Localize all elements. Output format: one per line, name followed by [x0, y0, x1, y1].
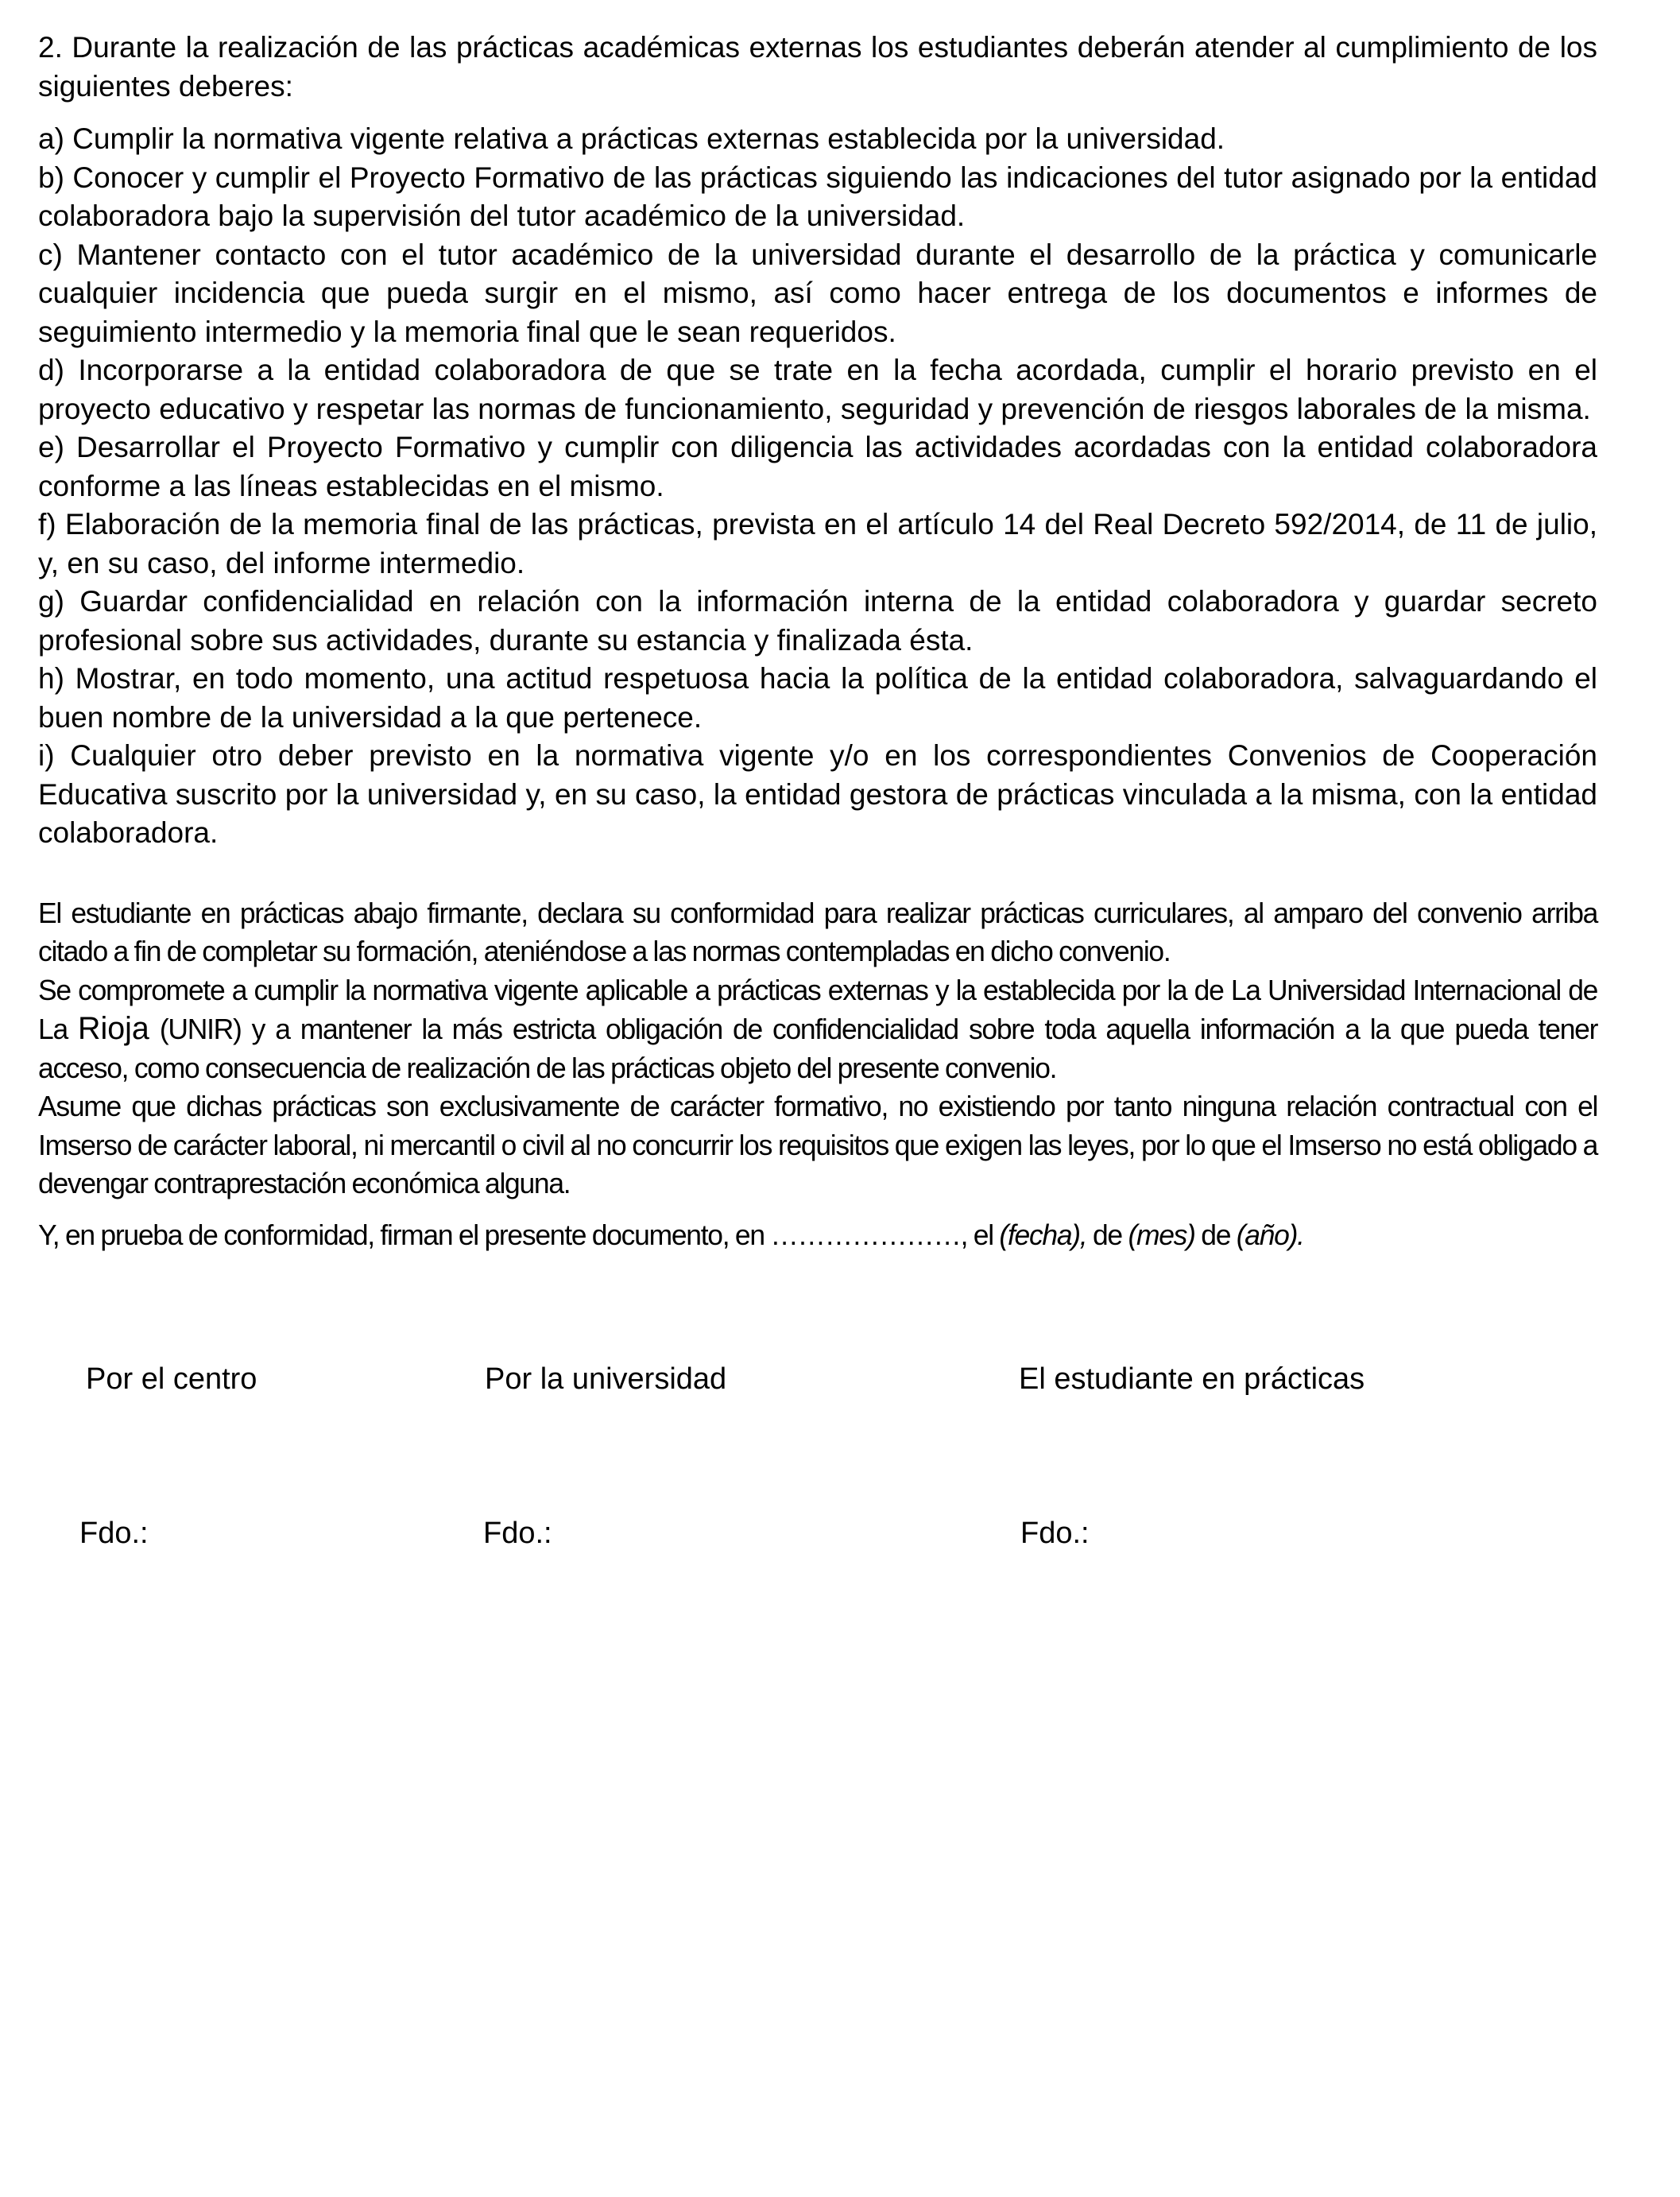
signature-fdo-estudiante: Fdo.: — [1020, 1517, 1090, 1550]
duty-item-d: d) Incorporarse a la entidad colaboradora de que se trate en la fecha acordada, cumplir el horario previsto en el proyecto educativo y respetar las normas de funcionamiento, seguridad y prevención de riesgos laborales de la misma. — [38, 354, 1597, 425]
duty-item-e: e) Desarrollar el Proyecto Formativo y cumplir con diligencia las actividades acordadas con la entidad colaboradora conforme a las líneas establecidas en el mismo. — [38, 431, 1597, 502]
signing-mes: (mes) — [1128, 1218, 1195, 1251]
document-page — [38, 29, 1597, 1254]
duties-intro: 2. Durante la realización de las prácticas académicas externas los estudiantes deberán atender al cumplimiento de los siguientes deberes: — [38, 31, 1597, 103]
signing-fecha: (fecha), — [999, 1218, 1087, 1251]
duty-item-i: i) Cualquier otro deber previsto en la normativa vigente y/o en los correspondientes Convenios de Cooperación Educativa suscrito por la universidad y, en su caso, la entidad gestora de prácticas vinculada a la misma, con la entidad colaboradora. — [38, 739, 1597, 849]
signing-statement — [38, 1216, 1597, 1255]
signing-anio: (año). — [1236, 1218, 1304, 1251]
signature-party-universidad: Por la universidad — [485, 1362, 727, 1396]
signing-place-blank: ………………… — [770, 1218, 961, 1251]
signature-fdo-centro: Fdo.: — [79, 1517, 149, 1550]
declaration-p2-rioja: Rioja — [78, 1011, 149, 1046]
signature-parties-row — [38, 1359, 1597, 1399]
declaration-paragraph-2 — [38, 971, 1597, 1088]
signing-prefix: Y, en prueba de conformidad, firman el presente documento, en — [38, 1218, 771, 1251]
duty-item-h: h) Mostrar, en todo momento, una actitud respetuosa hacia la política de la entidad colaboradora, salvaguardando el buen nombre de la universidad a la que pertenece. — [38, 662, 1597, 734]
signature-party-estudiante: El estudiante en prácticas — [1019, 1362, 1365, 1396]
signature-fdo-universidad: Fdo.: — [483, 1517, 552, 1550]
duty-item-a: a) Cumplir la normativa vigente relativa a prácticas externas establecida por la universidad. — [38, 122, 1225, 155]
signing-de-2: de — [1194, 1218, 1237, 1251]
duty-item-g: g) Guardar confidencialidad en relación con la información interna de la entidad colaboradora y guardar secreto profesional sobre sus actividades, durante su estancia y finalizada ésta. — [38, 585, 1597, 657]
signing-comma-el: , el — [960, 1218, 1000, 1251]
declaration-p2-start: Se compromete a cumplir la normativa vigente aplicable a prácticas externas y la establecida por la de La Universidad Internacional de La — [38, 973, 1598, 1045]
signing-de-1: de — [1086, 1218, 1128, 1251]
duty-item-c: c) Mantener contacto con el tutor académico de la universidad durante el desarrollo de la práctica y comunicarle cualquier incidencia que pueda surgir en el mismo, así como hacer entrega de los documentos e informes de seguimiento intermedio y la memoria final que le sean requeridos. — [38, 238, 1597, 348]
duty-item-b: b) Conocer y cumplir el Proyecto Formativo de las prácticas siguiendo las indicaciones del tutor asignado por la entidad colaboradora bajo la supervisión del tutor académico de la universidad. — [38, 161, 1597, 232]
signature-fdo-row — [38, 1513, 1597, 1553]
declaration-paragraph-3: Asume que dichas prácticas son exclusivamente de carácter formativo, no existiendo por tanto ninguna relación contractual con el Imserso de carácter laboral, ni mercantil o civil al no concurrir los requisitos que exigen las leyes, por lo que el Imserso no está obligado a devengar contraprestación económica alguna. — [38, 1090, 1598, 1199]
declaration-p2-end: (UNIR) y a mantener la más estricta obligación de confidencialidad sobre toda aquella información a la que pueda tener acceso, como consecuencia de realización de las prácticas objeto del presente convenio. — [38, 1013, 1598, 1084]
declaration-paragraph-1: El estudiante en prácticas abajo firmante, declara su conformidad para realizar prácticas curriculares, al amparo del convenio arriba citado a fin de completar su formación, ateniéndose a las normas contempladas en dicho convenio. — [38, 896, 1598, 967]
signature-party-centro: Por el centro — [86, 1362, 257, 1396]
duty-item-f: f) Elaboración de la memoria final de las prácticas, prevista en el artículo 14 del Real Decreto 592/2014, de 11 de julio, y, en su caso, del informe intermedio. — [38, 508, 1597, 579]
